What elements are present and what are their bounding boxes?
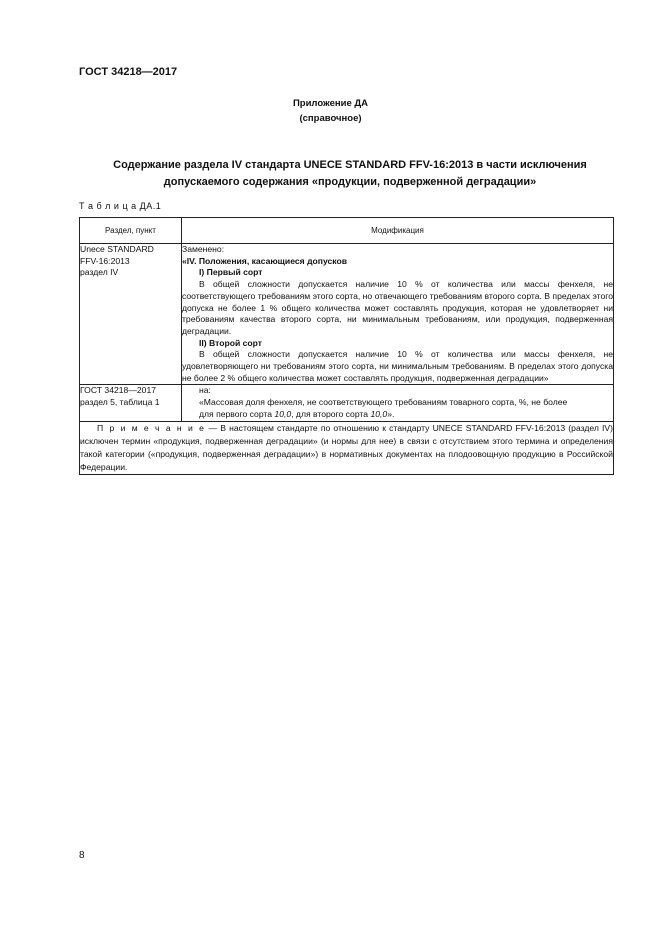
second-grade-heading: II) Второй сорт bbox=[199, 337, 263, 348]
page-number: 8 bbox=[79, 850, 85, 861]
grade2-value: 10,0 bbox=[370, 408, 388, 419]
replaced-label: Заменено: bbox=[182, 244, 225, 254]
grade1-value: 10,0 bbox=[274, 408, 292, 419]
row1-section-line: FFV-16:2013 bbox=[80, 255, 130, 266]
row1-section-line: раздел IV bbox=[80, 267, 119, 278]
row2-section-cell bbox=[80, 385, 182, 421]
table-row bbox=[80, 244, 614, 385]
note-label: П р и м е ч а н и е bbox=[97, 422, 206, 433]
section-title-line-2: допускаемого содержания «продукции, подверженной деградации» bbox=[163, 176, 537, 188]
mass-fraction-text: «Массовая доля фенхеля, не соответствующего требованиям товарного сорта, %, не более bbox=[199, 397, 568, 408]
section-title-line-1: Содержание раздела IV стандарта UNECE STANDARD FFV-16:2013 в части исключения bbox=[113, 159, 587, 171]
header-modification: Модификация bbox=[182, 218, 614, 244]
table-label: Т а б л и ц а ДА.1 bbox=[79, 201, 162, 211]
appendix-subtitle: (справочное) bbox=[299, 113, 362, 124]
first-grade-heading: I) Первый сорт bbox=[199, 267, 263, 278]
row2-section-line: раздел 5, таблица 1 bbox=[80, 397, 160, 408]
table-note-row bbox=[80, 421, 614, 474]
provisions-heading: «IV. Положения, касающиеся допусков bbox=[182, 255, 348, 266]
note-cell bbox=[80, 421, 614, 474]
row1-section-cell bbox=[80, 244, 182, 385]
on-label: на: bbox=[199, 385, 211, 396]
row1-section-line: Unece STANDARD bbox=[80, 244, 154, 254]
table-header-row bbox=[80, 218, 614, 244]
document-header: ГОСТ 34218—2017 bbox=[79, 66, 178, 78]
comparison-table bbox=[79, 217, 614, 475]
first-grade-paragraph: В общей сложности допускается наличие 10 % от количества или массы фенхеля, не соответствующего требованиям этого сорта, но отвечающего требованиям второго сорта. В пределах этого допуска не более 1 % общего количества может составлять продукция, которая не удовлетворяет ни требованиям качества второго сорта, ни минимальным требованиям, или продукция, подверженная деградации. bbox=[182, 279, 613, 336]
grades-line bbox=[182, 409, 613, 421]
grades-prefix: для первого сорта bbox=[199, 408, 275, 419]
table-row bbox=[80, 385, 614, 421]
row2-section-line: ГОСТ 34218—2017 bbox=[80, 385, 157, 396]
grades-suffix: ». bbox=[387, 408, 395, 419]
grades-middle: , для второго сорта bbox=[291, 408, 371, 419]
row2-modification-cell bbox=[182, 385, 614, 421]
note-text: — В настоящем стандарте по отношению к стандарту UNECE STANDARD FFV-16:2013 (раздел IV) исключен термин «продукция, подверженная деградации» (и нормы для нее) в связи с отсутствием этого термина и определения такой категории («продукция, подверженная деградации») в нормативных документах на плодоовощную продукцию в Российской Федерации. bbox=[80, 422, 614, 472]
row1-modification-cell bbox=[182, 244, 614, 385]
second-grade-paragraph: В общей сложности допускается наличие 10 % от количества или массы фенхеля, не удовлетворяющего ни требованиям этого сорта, ни минимальным требованиям. В пределах этого допуска не более 2 % общего количества может составлять продукция, подверженная деградации» bbox=[182, 349, 613, 383]
header-section: Раздел, пункт bbox=[80, 218, 182, 244]
appendix-title: Приложение ДА bbox=[292, 98, 369, 109]
section-title bbox=[80, 157, 620, 191]
note-indent bbox=[80, 423, 97, 433]
